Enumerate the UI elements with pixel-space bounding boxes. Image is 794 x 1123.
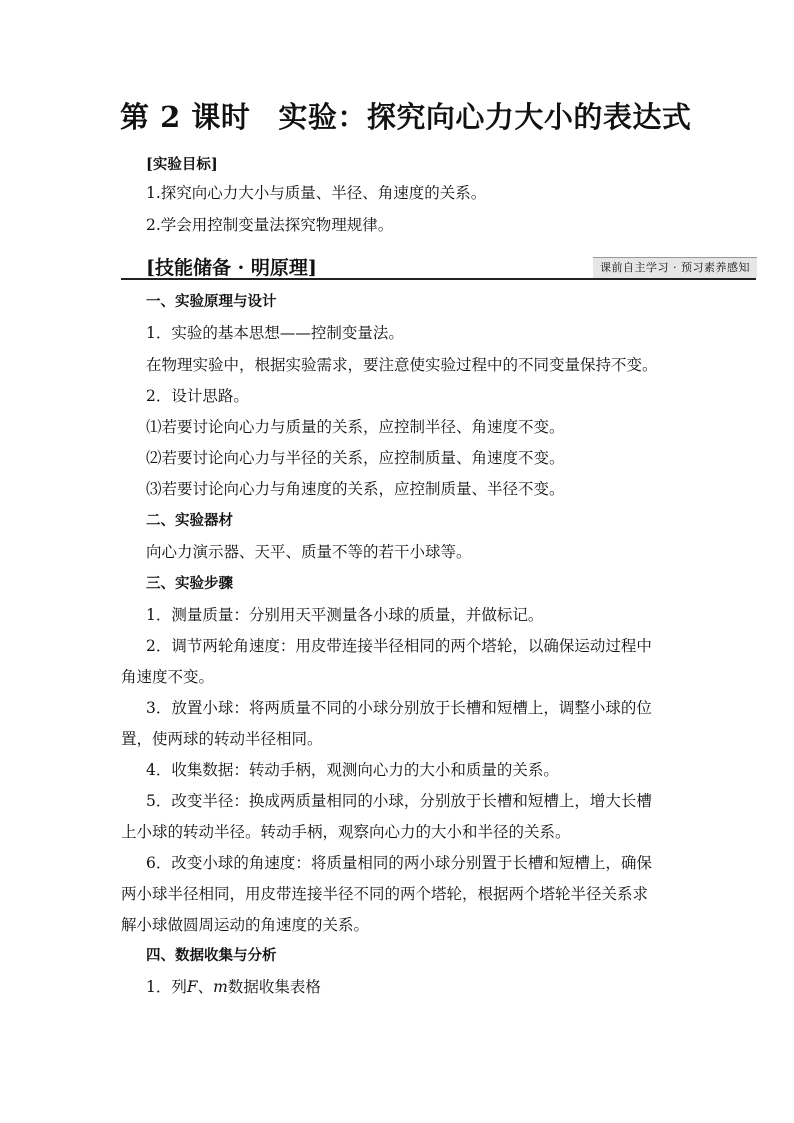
part1-paragraph: ⑶若要讨论向心力与角速度的关系，应控制质量、半径不变。 xyxy=(146,480,565,498)
step-line: 5．改变半径：换成两质量相同的小球，分别放于长槽和短槽上，增大长槽 xyxy=(146,792,652,810)
step-line: 置，使两球的转动半径相同。 xyxy=(121,730,323,748)
symbol-F: F xyxy=(186,978,198,996)
section-badge: 课前自主学习 · 预习素养感知 xyxy=(593,257,757,278)
step-line: 6．改变小球的角速度：将质量相同的两小球分别置于长槽和短槽上，确保 xyxy=(146,854,652,872)
part1-paragraph: 1．实验的基本思想——控制变量法。 xyxy=(146,324,404,342)
objective-item-1: 1.探究向心力大小与质量、半径、角速度的关系。 xyxy=(146,184,487,202)
step-line: 3．放置小球：将两质量不同的小球分别放于长槽和短槽上，调整小球的位 xyxy=(146,699,652,717)
part3-heading: 三、实验步骤 xyxy=(146,575,233,592)
step-line: 上小球的转动半径。转动手柄，观察向心力的大小和半径的关系。 xyxy=(121,823,571,841)
step-line: 两小球半径相同，用皮带连接半径不同的两个塔轮，根据两个塔轮半径关系求 xyxy=(121,885,649,903)
part1-paragraph: ⑵若要讨论向心力与半径的关系，应控制质量、角速度不变。 xyxy=(146,449,565,467)
title-topic: 实验：探究向心力大小的表达式 xyxy=(278,100,692,134)
objective-item-2: 2.学会用控制变量法探究物理规律。 xyxy=(146,216,394,234)
section-heading: [技能储备 · 明原理] xyxy=(146,257,317,279)
part4-suffix: 数据收集表格 xyxy=(227,978,321,996)
step-line: 解小球做圆周运动的角速度的关系。 xyxy=(121,916,370,934)
part4-paragraph xyxy=(146,977,321,997)
part4-prefix: 1．列 xyxy=(146,978,187,996)
part2-heading: 二、实验器材 xyxy=(146,512,233,529)
part1-paragraph: 2．设计思路。 xyxy=(146,387,249,405)
part1-heading: 一、实验原理与设计 xyxy=(146,293,277,310)
section-rule xyxy=(121,278,756,280)
part4-separator: 、 xyxy=(197,978,214,996)
step-line: 角速度不变。 xyxy=(121,668,215,686)
symbol-m: m xyxy=(213,978,228,996)
step-line: 4．收集数据：转动手柄，观测向心力的大小和质量的关系。 xyxy=(146,761,559,779)
part2-paragraph: 向心力演示器、天平、质量不等的若干小球等。 xyxy=(146,543,472,561)
part1-paragraph: ⑴若要讨论向心力与质量的关系，应控制半径、角速度不变。 xyxy=(146,418,565,436)
objectives-heading: [实验目标] xyxy=(146,156,218,173)
part4-heading: 四、数据收集与分析 xyxy=(146,947,277,964)
title-lesson: 第 2 课时 xyxy=(120,100,251,134)
step-line: 1．测量质量：分别用天平测量各小球的质量，并做标记。 xyxy=(146,606,544,624)
page-title xyxy=(120,95,691,136)
step-line: 2．调节两轮角速度：用皮带连接半径相同的两个塔轮，以确保运动过程中 xyxy=(146,637,652,655)
part1-paragraph: 在物理实验中，根据实验需求，要注意使实验过程中的不同变量保持不变。 xyxy=(146,356,658,374)
